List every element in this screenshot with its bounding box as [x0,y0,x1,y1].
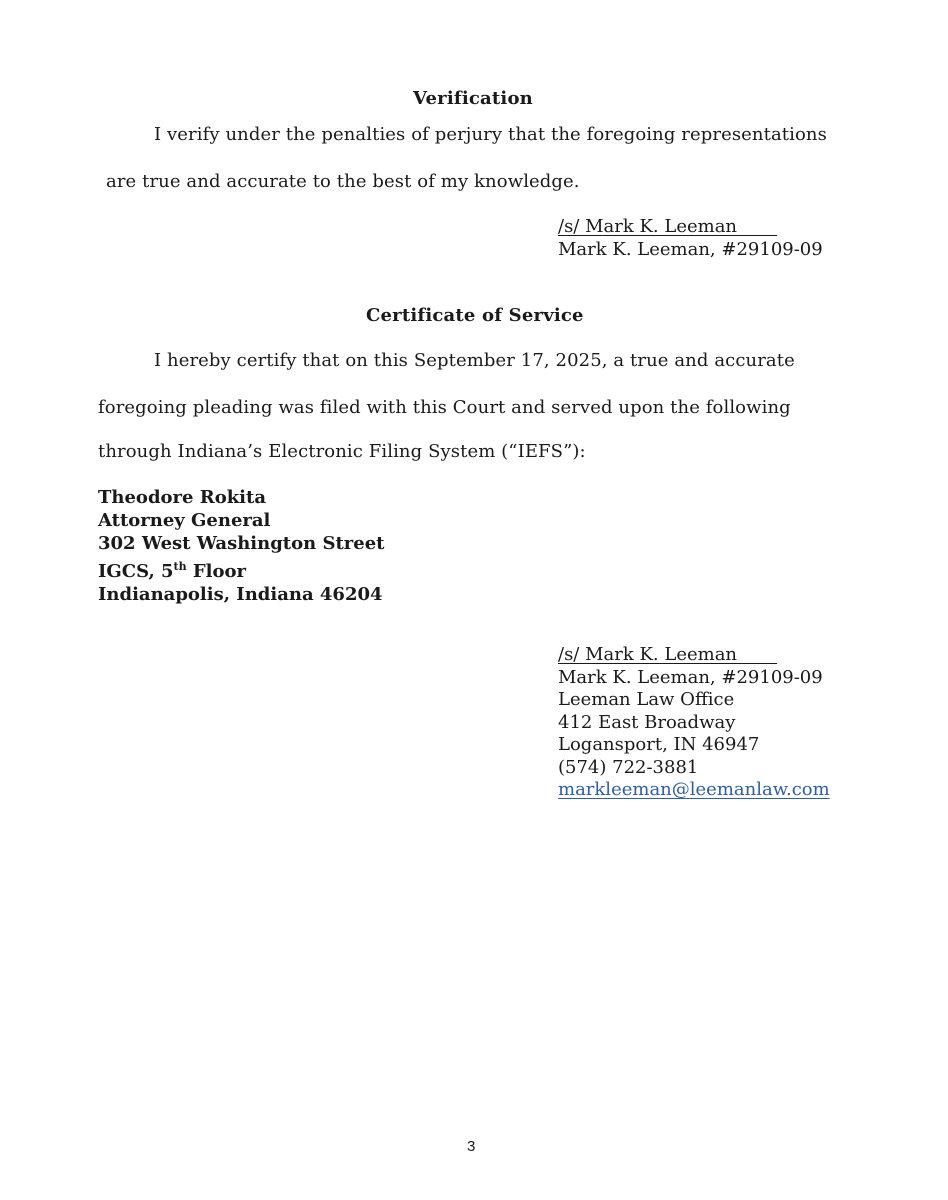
certificate-line-3: through Indiana’s Electronic Filing System (“IEFS”): [98,441,586,462]
verification-line-1: I verify under the penalties of perjury that the foregoing representations [154,124,827,145]
recipient-title: Attorney General [98,510,271,531]
closing-signature [558,644,830,667]
verification-signer: Mark K. Leeman, #29109-09 [558,238,823,260]
certificate-heading: Certificate of Service [366,305,584,326]
law-office-street: 412 East Broadway [558,711,736,733]
verification-signature-blank [737,216,777,237]
law-office-city: Logansport, IN 46947 [558,734,760,755]
closing-signature-blank [737,644,777,665]
law-office-phone: (574) 722-3881 [558,756,699,778]
recipient-floor-sup: th [173,560,187,573]
recipient-name: Theodore Rokita [98,487,266,508]
page-number: 3 [467,1138,476,1155]
recipient-floor-suffix: Floor [186,561,247,582]
certificate-line-2: foregoing pleading was filed with this Court and served upon the following [98,397,791,418]
verification-signature-block [558,216,823,261]
verification-signature-text: /s/ Mark K. Leeman [558,216,738,237]
law-office-name: Leeman Law Office [558,689,735,710]
verification-heading: Verification [413,88,533,109]
closing-signature-block [558,644,830,802]
closing-signer: Mark K. Leeman, #29109-09 [558,666,823,688]
recipient-street: 302 West Washington Street [98,533,385,554]
recipient-city: Indianapolis, Indiana 46204 [98,584,383,605]
recipient-floor [98,555,385,583]
closing-signature-text: /s/ Mark K. Leeman [558,644,738,665]
certificate-line-1: I hereby certify that on this September 17, 2025, a true and accurate [154,350,795,371]
email-link[interactable]: markleeman@leemanlaw.com [558,779,830,800]
recipient-floor-prefix: IGCS, 5 [98,561,174,582]
verification-signature [558,216,823,239]
verification-line-2: are true and accurate to the best of my knowledge. [106,171,580,192]
recipient-address [98,486,385,606]
